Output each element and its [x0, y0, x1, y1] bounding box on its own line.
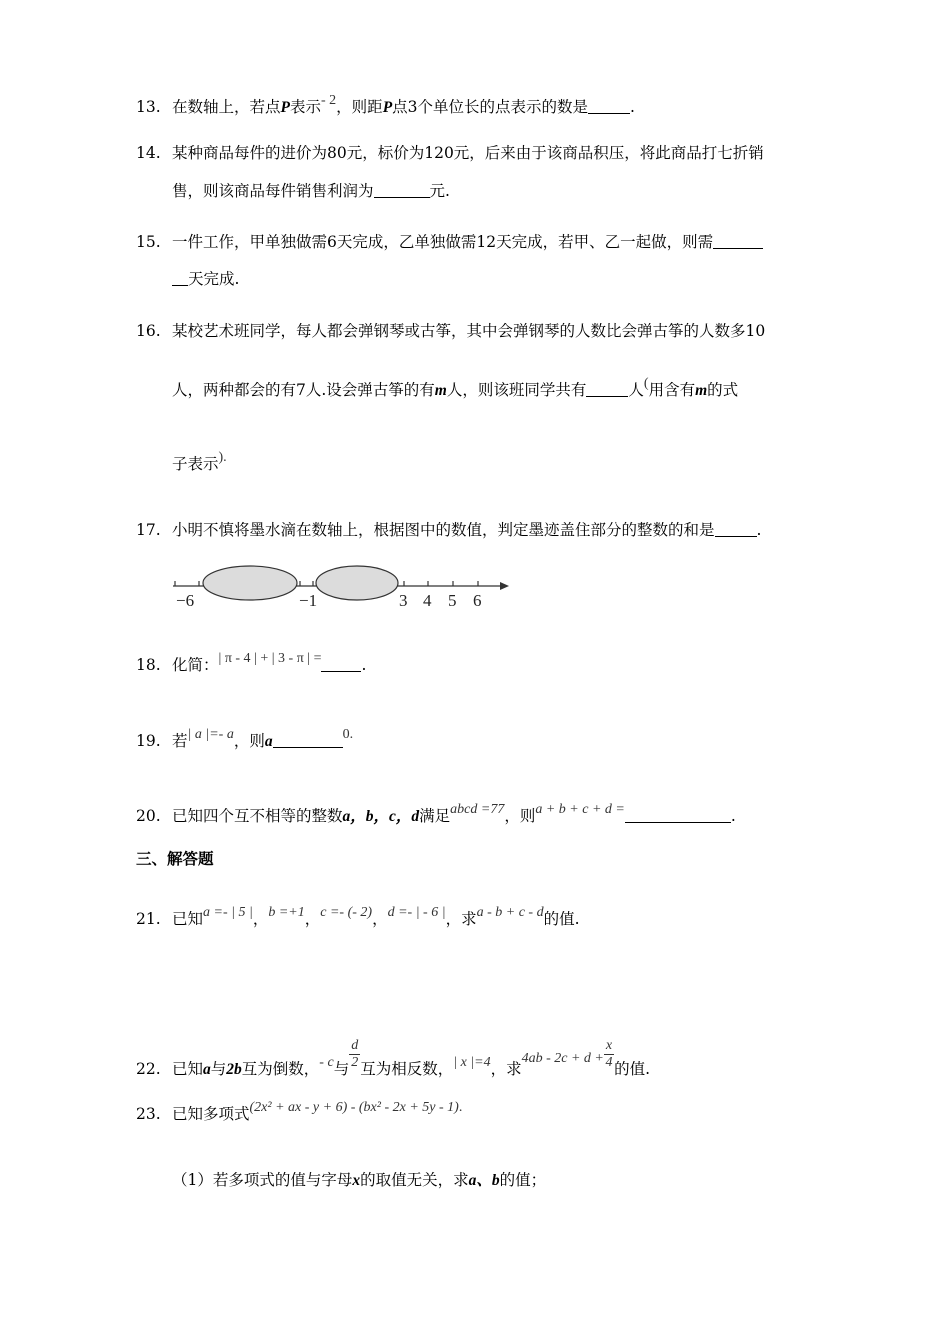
text: 与: [210, 1060, 227, 1078]
text: .: [630, 98, 635, 116]
text: 若: [172, 732, 188, 750]
math-expression: a =- | 5 |: [203, 905, 253, 920]
question-22: [136, 1038, 650, 1081]
question-number: 21.: [136, 910, 161, 928]
question-17: [136, 519, 761, 541]
math-expression: | a |=- a: [187, 727, 234, 742]
math-expression: b =+1: [268, 905, 305, 920]
question-number: 20.: [136, 807, 161, 825]
question-13: [136, 90, 635, 119]
text: 0.: [342, 727, 354, 742]
axis-label-6: 6: [473, 591, 482, 610]
text: （1）若多项式的值与字母: [172, 1171, 353, 1189]
math-expression: a + b + c + d =: [535, 802, 625, 817]
question-21: [136, 902, 580, 930]
text: 售，则该商品每件销售利润为: [172, 182, 374, 200]
denominator: 4: [605, 1055, 613, 1070]
question-number: 15.: [136, 233, 161, 251]
axis-label-neg1: −1: [299, 591, 318, 610]
question-14-line2: [172, 180, 450, 202]
ink-blot-left: [203, 566, 297, 600]
text: .: [730, 807, 736, 825]
text: .: [756, 521, 762, 539]
text: 已知多项式: [172, 1105, 250, 1123]
answer-blank-cont[interactable]: [172, 270, 188, 286]
answer-blank[interactable]: [586, 381, 628, 397]
text: 天完成.: [188, 270, 240, 288]
var-a: a: [203, 1061, 211, 1078]
math-expression: d =- | - 6 |: [387, 905, 446, 920]
answer-blank[interactable]: [374, 182, 430, 198]
question-23-part-1: [172, 1169, 546, 1192]
question-number: 14.: [136, 144, 161, 162]
vars-abcd: a，b，c，d: [342, 808, 420, 825]
question-19: [136, 724, 353, 753]
text: ，则: [504, 807, 536, 825]
text: 与: [333, 1060, 350, 1078]
math-value: - 2: [321, 93, 337, 108]
question-15-line2: [172, 268, 239, 290]
question-16-line3: [172, 447, 227, 475]
math-expression: - c: [319, 1055, 334, 1070]
text: ，: [252, 910, 269, 928]
vars-ab: a、b: [468, 1172, 500, 1189]
var-x: x: [352, 1172, 361, 1189]
math-expression: | π - 4 | + | 3 - π | =: [218, 651, 322, 666]
text: 子表示: [172, 455, 219, 473]
question-number: 16.: [136, 322, 161, 340]
answer-blank[interactable]: [713, 233, 763, 249]
question-number: 18.: [136, 656, 161, 674]
question-16-line2: [172, 373, 738, 402]
var-m: m: [695, 382, 708, 399]
text: 的值.: [543, 910, 580, 928]
answer-blank[interactable]: [625, 807, 731, 823]
numerator: x: [605, 1038, 613, 1053]
var-a: a: [264, 733, 273, 750]
question-number: 17.: [136, 521, 161, 539]
text: .: [361, 656, 367, 674]
axis-label-5: 5: [448, 591, 457, 610]
text: 一件工作，甲单独做需6天完成，乙单独做需12天完成，若甲、乙一起做，则需: [172, 233, 714, 251]
text: 某种商品每件的进价为80元，标价为120元，后来由于该商品积压，将此商品打七折销: [172, 144, 764, 162]
answer-blank[interactable]: [273, 732, 343, 748]
question-16: [136, 320, 765, 342]
question-number: 19.: [136, 732, 161, 750]
text: 用含有: [648, 381, 696, 399]
denominator: 2: [351, 1055, 359, 1070]
fraction-d-over-2: [349, 1038, 360, 1071]
axis-label-3: 3: [399, 591, 408, 610]
text: 已知: [172, 910, 204, 928]
text: 互为倒数，: [241, 1060, 320, 1078]
text: 表示: [289, 98, 321, 116]
question-15: [136, 231, 763, 253]
text: 的取值无关，求: [360, 1171, 469, 1189]
axis-label-neg6: −6: [176, 591, 195, 610]
text: 化简：: [172, 656, 219, 674]
question-number: 22.: [136, 1060, 161, 1078]
text: 已知: [172, 1060, 204, 1078]
text: 某校艺术班同学，每人都会弹钢琴或古筝，其中会弹钢琴的人数比会弹古筝的人数多10: [172, 322, 766, 340]
question-18: [136, 648, 366, 676]
text: 人，两种都会的有7人.设会弹古筝的有: [172, 381, 435, 399]
var-p: P: [382, 99, 393, 116]
math-expression: abcd =77: [450, 802, 505, 817]
paren: (: [643, 376, 649, 391]
ink-blot-right: [316, 566, 398, 600]
question-number: 13.: [136, 98, 161, 116]
fraction-x-over-4: [604, 1038, 614, 1071]
text: 的式: [707, 381, 739, 399]
paren: ).: [218, 450, 227, 465]
text: 的值；: [499, 1171, 547, 1189]
section-heading: 三、解答题: [136, 849, 214, 868]
text: ，: [372, 910, 388, 928]
answer-blank[interactable]: [588, 98, 630, 114]
axis-arrow: [500, 582, 509, 590]
text: ，: [304, 910, 321, 928]
number-line-figure: [168, 562, 513, 612]
math-expression: (2x² + ax - y + 6) - (bx² - 2x + 5y - 1): [249, 1100, 459, 1115]
question-23: [136, 1097, 462, 1125]
question-14: [136, 142, 764, 164]
numerator: d: [351, 1038, 359, 1053]
axis-label-4: 4: [423, 591, 432, 610]
text: 互为相反数，: [360, 1060, 454, 1078]
question-number: 23.: [136, 1105, 161, 1123]
answer-blank[interactable]: [321, 656, 361, 672]
text: 在数轴上，若点: [172, 98, 281, 116]
var-2b: 2b: [226, 1061, 242, 1078]
text: 人: [628, 381, 644, 399]
text: 已知四个互不相等的整数: [172, 807, 343, 825]
math-expression: c =- (- 2): [320, 905, 373, 920]
text: 点3个单位长的点表示的数是: [392, 98, 589, 116]
text: ，求: [490, 1060, 522, 1078]
answer-blank[interactable]: [715, 521, 757, 537]
var-p: P: [280, 99, 290, 116]
text: 人，则该班同学共有: [446, 381, 587, 399]
text: 元.: [429, 182, 450, 200]
math-expression: a - b + c - d: [476, 905, 544, 920]
text: 满足: [419, 807, 451, 825]
text: ，则距: [336, 98, 383, 116]
text: ，则: [233, 732, 265, 750]
var-m: m: [434, 382, 447, 399]
question-20: [136, 799, 736, 828]
text: .: [458, 1100, 463, 1115]
math-expression: 4ab - 2c + d +: [521, 1051, 604, 1066]
text: 小明不慎将墨水滴在数轴上，根据图中的数值，判定墨迹盖住部分的整数的和是: [172, 521, 715, 539]
text: ，求: [445, 910, 477, 928]
text: 的值.: [614, 1060, 651, 1078]
math-expression: | x |=4: [453, 1055, 491, 1070]
